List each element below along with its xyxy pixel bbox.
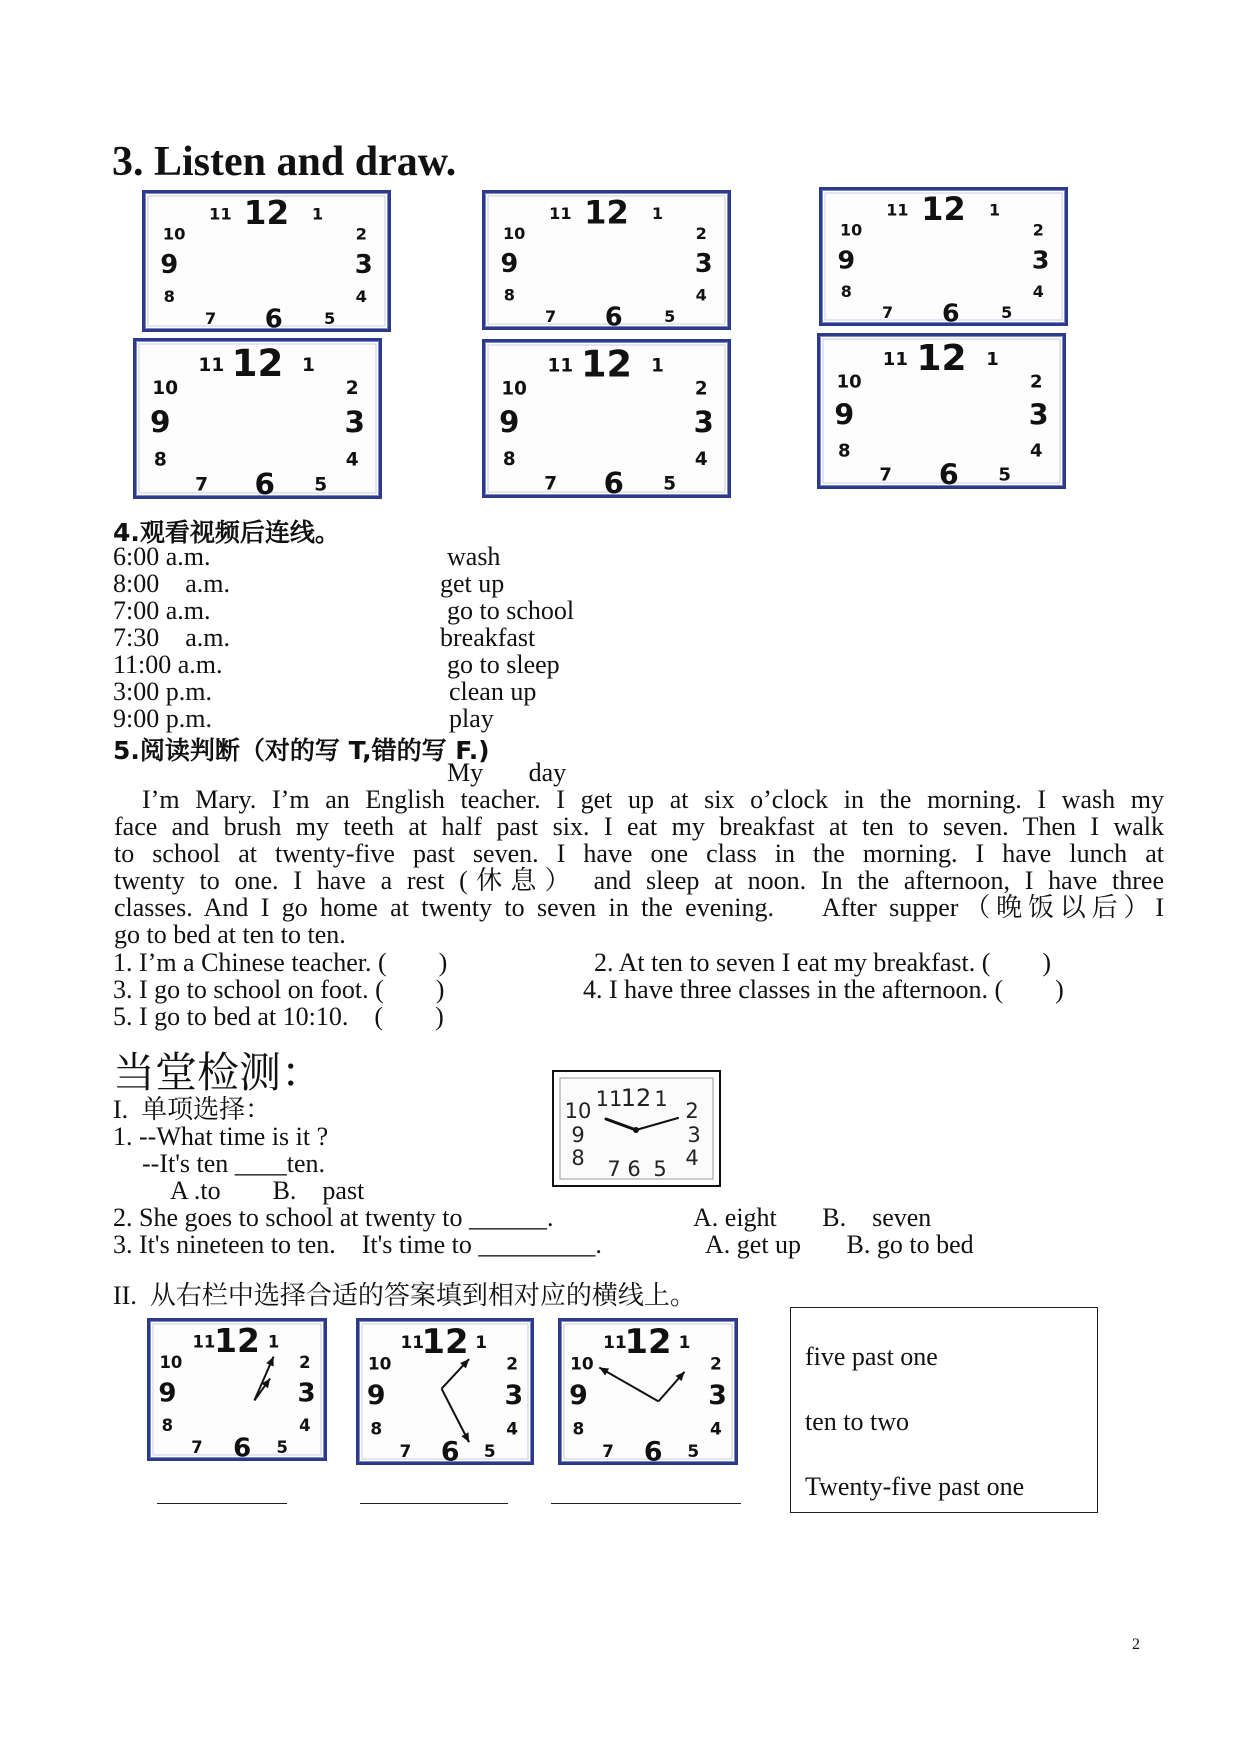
question-3[interactable]: 3. It's nineteen to ten. It's time to _________. (113, 1230, 602, 1259)
clock-numeral: 6 (264, 304, 283, 329)
clock-numeral: 2 (1032, 220, 1044, 240)
answer-blank[interactable] (157, 1503, 287, 1504)
clock-numeral: 7 (607, 1157, 621, 1181)
clock-numeral: 5 (324, 308, 336, 328)
clock-numeral: 1 (651, 355, 664, 377)
answer-blank[interactable] (360, 1503, 508, 1504)
clock-numeral: 9 (571, 1123, 585, 1147)
passage-line: to school at twenty-five past seven. I have one class in the morning. I have lunch at (114, 839, 1164, 868)
activity-item[interactable]: wash (447, 542, 501, 571)
clock-numeral: 4 (1030, 440, 1043, 462)
clock-face-svg (136, 341, 379, 496)
clock-numeral: 8 (503, 285, 515, 305)
clock-numeral: 11 (208, 204, 232, 224)
clock-numeral: 11 (603, 1332, 627, 1353)
activity-item[interactable]: get up (440, 569, 505, 598)
blank-clock-face[interactable] (819, 187, 1068, 326)
clock-numeral: 2 (345, 378, 359, 400)
clock-numeral: 5 (998, 464, 1011, 486)
clock-numeral: 10 (564, 1099, 592, 1123)
part1-title: I. 单项选择： (113, 1095, 272, 1124)
passage-title: My day (447, 758, 567, 787)
clock-numeral: 1 (654, 1087, 668, 1111)
statement-3[interactable]: 3. I go to school on foot. ( ) (113, 975, 445, 1004)
question-3-options[interactable]: A. get up B. go to bed (705, 1230, 974, 1259)
clock-face-svg (820, 336, 1063, 486)
clock-numeral: 2 (355, 224, 367, 244)
clock-numeral: 4 (355, 287, 367, 307)
clock-numeral: 5 (663, 473, 677, 495)
clock-numeral: 12 (584, 193, 629, 232)
clock-numeral: 9 (150, 405, 171, 440)
clock-numeral: 9 (366, 1379, 386, 1411)
sample-clock (552, 1070, 721, 1187)
clock-face-svg (150, 1321, 324, 1458)
clock-numeral: 3 (344, 405, 365, 440)
clock-numeral: 7 (399, 1440, 412, 1461)
clock-numeral: 5 (314, 474, 328, 496)
clock-center (633, 1127, 639, 1133)
activity-item[interactable]: breakfast (440, 623, 536, 652)
clock-numeral: 8 (840, 281, 852, 301)
clock-numeral: 11 (549, 203, 572, 223)
section3-title: 3. Listen and draw. (112, 139, 457, 185)
clock-numeral: 1 (988, 200, 1001, 220)
clock-numeral: 10 (570, 1353, 594, 1374)
clock-face-svg (561, 1321, 735, 1462)
blank-clock-face[interactable] (817, 333, 1066, 489)
blank-clock-face[interactable] (482, 190, 731, 330)
clock-numeral: 4 (709, 1418, 722, 1439)
clock-numeral: 5 (276, 1437, 288, 1457)
clock-numeral: 6 (440, 1436, 460, 1462)
clock-numeral: 2 (506, 1353, 518, 1374)
clock-numeral: 8 (572, 1418, 585, 1439)
section4-title: 4.观看视频后连线。 (113, 518, 340, 547)
clock-numeral: 3 (694, 248, 713, 279)
clock-numeral: 12 (231, 341, 284, 386)
statement-1[interactable]: 1. I’m a Chinese teacher. ( ) (113, 948, 448, 977)
clock-numeral: 11 (595, 1087, 623, 1111)
clock-numeral: 6 (254, 467, 276, 496)
clock-numeral: 8 (161, 1416, 174, 1436)
clock-numeral: 6 (604, 302, 623, 327)
clock-numeral: 11 (886, 200, 909, 220)
statement-2[interactable]: 2. At ten to seven I eat my breakfast. ( ) (594, 948, 1052, 977)
clock-numeral: 10 (836, 371, 862, 393)
clock-face-svg (485, 342, 728, 495)
clock-numeral: 8 (163, 287, 175, 307)
clock-numeral: 12 (214, 1321, 260, 1361)
clock-numeral: 3 (354, 250, 373, 281)
part2-title: II. 从右栏中选择合适的答案填到相对应的横线上。 (113, 1281, 696, 1310)
clock-numeral: 12 (624, 1321, 672, 1361)
clock-numeral: 12 (620, 1084, 652, 1112)
clock-numeral: 10 (159, 1353, 183, 1373)
question-2-options[interactable]: A. eight B. seven (693, 1203, 932, 1232)
clock-numeral: 11 (198, 354, 225, 376)
clock-numeral: 5 (483, 1440, 496, 1461)
passage-line: twenty to one. I have a rest (休息） and sleep at noon. In the afternoon, I have three (114, 866, 1164, 895)
passage-line: face and brush my teeth at half past six. I eat my breakfast at ten to seven. Then I walk (114, 812, 1164, 841)
clock-numeral: 1 (651, 203, 664, 223)
blank-clock-face[interactable] (142, 190, 391, 332)
clock-numeral: 7 (882, 303, 894, 323)
clock-numeral: 12 (243, 193, 290, 232)
clock-numeral: 3 (297, 1378, 316, 1409)
clock-numeral: 9 (834, 398, 855, 432)
clock-numeral: 10 (162, 224, 186, 244)
clock-numeral: 3 (708, 1379, 727, 1411)
clock-numeral: 2 (709, 1353, 722, 1374)
question-1-options[interactable]: A .to B. past (170, 1176, 365, 1205)
clock-numeral: 12 (580, 342, 633, 386)
clock-numeral: 11 (882, 348, 908, 370)
clock-numeral: 12 (921, 190, 966, 229)
clock-numeral: 1 (986, 348, 999, 370)
clock-numeral: 10 (367, 1353, 392, 1374)
clock-numeral: 3 (1028, 398, 1049, 432)
clock-numeral: 4 (345, 449, 359, 471)
clock-numeral: 5 (653, 1157, 667, 1181)
clock-numeral: 12 (421, 1321, 469, 1361)
clock-numeral: 3 (693, 405, 714, 440)
answer-clock-3 (558, 1318, 738, 1465)
clock-numeral: 6 (941, 298, 960, 323)
sample-clock-face (554, 1072, 719, 1185)
reading-passage (114, 786, 1164, 948)
answer-option[interactable]: ten to two (805, 1407, 909, 1436)
clock-numeral: 1 (302, 354, 316, 376)
statement-5[interactable]: 5. I go to bed at 10:10. ( ) (113, 1002, 444, 1031)
clock-numeral: 10 (840, 220, 863, 240)
clock-numeral: 2 (695, 223, 707, 243)
time-item[interactable]: 3:00 p.m. (113, 677, 212, 706)
clock-numeral: 2 (299, 1353, 311, 1373)
clock-numeral: 1 (311, 204, 324, 224)
clock-numeral: 6 (938, 458, 959, 486)
clock-numeral: 8 (838, 440, 851, 462)
answer-clock-2 (356, 1318, 534, 1465)
clock-numeral: 7 (545, 307, 557, 327)
clock-numeral: 4 (506, 1418, 518, 1439)
clock-numeral: 11 (547, 355, 574, 377)
clock-numeral: 10 (501, 378, 527, 400)
clock-numeral: 4 (299, 1416, 311, 1436)
clock-numeral: 1 (678, 1332, 691, 1353)
statement-4[interactable]: 4. I have three classes in the afternoon. ( ) (583, 975, 1064, 1004)
page-number: 2 (1132, 1636, 1140, 1653)
blank-clock-face[interactable] (482, 339, 731, 498)
clock-numeral: 9 (569, 1379, 588, 1411)
clock-numeral: 7 (602, 1440, 614, 1461)
activity-item[interactable]: clean up (449, 677, 537, 706)
clock-numeral: 3 (504, 1379, 524, 1411)
activity-item[interactable]: go to sleep (447, 650, 560, 679)
clock-face-svg (822, 190, 1065, 323)
clock-numeral: 8 (571, 1146, 585, 1170)
time-item[interactable]: 7:00 a.m. (113, 596, 211, 625)
answer-options-box (790, 1307, 1098, 1513)
clock-numeral: 3 (1031, 245, 1050, 275)
clock-face-svg (145, 193, 388, 329)
clock-numeral: 9 (499, 405, 520, 440)
passage-line: classes. And I go home at twenty to seven in the evening. After supper（晚饭以后）I (114, 893, 1164, 922)
clock-numeral: 1 (475, 1332, 488, 1353)
time-item[interactable]: 9:00 p.m. (113, 704, 212, 733)
clock-numeral: 6 (233, 1433, 252, 1458)
clock-numeral: 6 (627, 1157, 641, 1181)
clock-numeral: 1 (267, 1332, 280, 1352)
clock-numeral: 10 (502, 223, 526, 243)
clock-numeral: 7 (879, 464, 892, 486)
activity-item[interactable]: play (449, 704, 494, 733)
clock-numeral: 9 (837, 245, 856, 275)
clock-numeral: 9 (500, 248, 519, 279)
blank-clock-face[interactable] (133, 338, 382, 499)
question-2[interactable]: 2. She goes to school at twenty to ______. (113, 1203, 554, 1232)
time-item[interactable]: 7:30 a.m. (113, 623, 230, 652)
clock-numeral: 6 (643, 1436, 663, 1462)
clock-numeral: 9 (160, 250, 179, 281)
answer-option[interactable]: five past one (805, 1342, 938, 1371)
clock-numeral: 4 (1032, 281, 1044, 301)
test-title: 当堂检测： (113, 1048, 324, 1097)
activity-item[interactable]: go to school (447, 596, 575, 625)
time-item[interactable]: 6:00 a.m. (113, 542, 211, 571)
clock-numeral: 7 (544, 473, 558, 495)
clock-numeral: 3 (687, 1123, 701, 1147)
clock-face-svg (359, 1321, 531, 1462)
clock-numeral: 7 (204, 308, 217, 328)
clock-numeral: 2 (685, 1099, 699, 1123)
clock-numeral: 10 (152, 378, 179, 400)
clock-numeral: 4 (694, 448, 708, 470)
answer-clock-1 (147, 1318, 327, 1461)
clock-numeral: 2 (694, 378, 708, 400)
clock-numeral: 6 (603, 466, 624, 495)
clock-numeral: 8 (370, 1418, 383, 1439)
clock-numeral: 9 (158, 1378, 177, 1409)
answer-option[interactable]: Twenty-five past one (805, 1472, 1025, 1501)
clock-numeral: 11 (400, 1332, 425, 1353)
clock-numeral: 4 (685, 1146, 699, 1170)
clock-numeral: 8 (502, 448, 516, 470)
section5-title: 5.阅读判断（对的写 T,错的写 F.) (113, 736, 490, 765)
passage-line: go to bed at ten to ten. (114, 920, 346, 949)
clock-numeral: 5 (1001, 303, 1013, 323)
time-item[interactable]: 11:00 a.m. (113, 650, 223, 679)
clock-numeral: 7 (191, 1437, 203, 1457)
clock-numeral: 5 (687, 1440, 700, 1461)
question-1-answer[interactable]: --It's ten ____ten. (142, 1149, 326, 1178)
clock-numeral: 8 (153, 449, 167, 471)
clock-numeral: 12 (916, 337, 967, 379)
passage-line: I’m Mary. I’m an English teacher. I get up at six o’clock in the morning. I wash my (142, 785, 1164, 814)
question-1: 1. --What time is it ? (113, 1122, 329, 1151)
time-item[interactable]: 8:00 a.m. (113, 569, 230, 598)
clock-numeral: 2 (1030, 371, 1043, 393)
clock-numeral: 11 (192, 1332, 216, 1352)
clock-numeral: 7 (195, 474, 209, 496)
clock-numeral: 5 (664, 307, 676, 327)
clock-face-svg (485, 193, 728, 327)
clock-numeral: 4 (695, 285, 707, 305)
answer-blank[interactable] (551, 1503, 741, 1504)
